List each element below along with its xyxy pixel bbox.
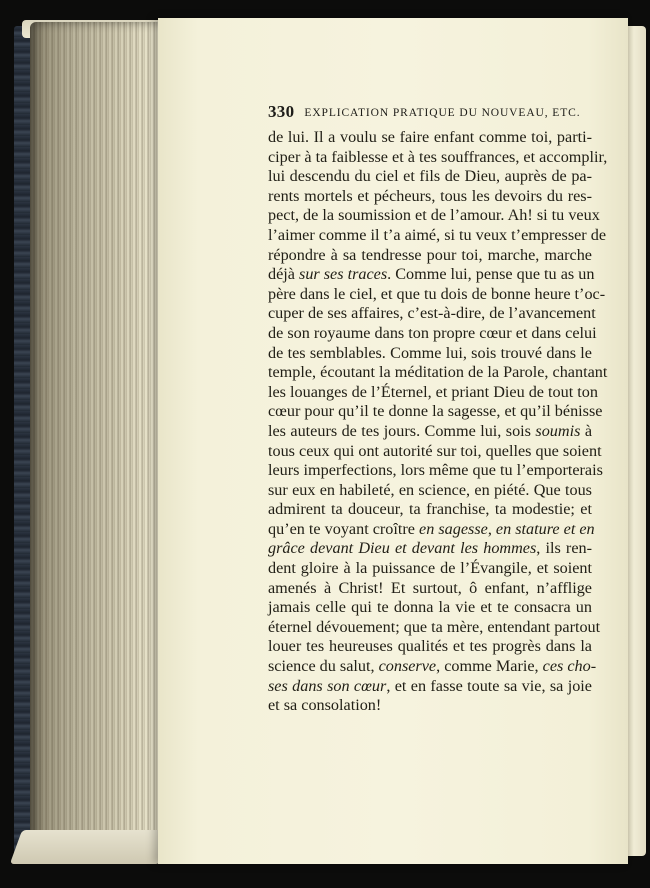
text-line bbox=[268, 598, 592, 618]
italic-text: grâce devant Dieu et devant les hommes bbox=[268, 539, 537, 558]
text-line bbox=[268, 637, 592, 657]
text-run: , ils ren- bbox=[536, 539, 592, 558]
text-line bbox=[268, 422, 592, 442]
text-run: , et en fasse toute sa vie, sa joie bbox=[386, 676, 592, 695]
text-run: science du salut, bbox=[268, 657, 379, 676]
text-run: amenés à Christ! Et surtout, ô enfant, n’afflige bbox=[268, 578, 592, 597]
text-line bbox=[268, 481, 592, 501]
text-run: dent gloire à la puissance de l’Évangile, et soient bbox=[268, 559, 592, 578]
text-line bbox=[268, 323, 597, 344]
text-run: père dans le ciel, et que tu dois de bonne heure t’oc- bbox=[268, 284, 606, 303]
text-line bbox=[268, 519, 595, 540]
text-run: leurs imperfections, lors même que tu l’emporterais bbox=[268, 461, 603, 480]
text-run: ciper à ta faiblesse et à tes souffrances, et accomplir, bbox=[268, 147, 608, 166]
page-header bbox=[268, 102, 598, 128]
text-run: jamais celle qui te donna la vie et te consacra un bbox=[268, 598, 592, 617]
italic-text: ses dans son cœur bbox=[268, 676, 387, 695]
page-stack-edges bbox=[30, 22, 166, 862]
text-run: déjà bbox=[268, 265, 300, 284]
text-run: qu’en te voyant croître bbox=[268, 519, 420, 538]
italic-text: en sagesse bbox=[419, 519, 488, 538]
text-line bbox=[268, 363, 608, 383]
show-through-text bbox=[270, 716, 600, 732]
italic-text: ces cho- bbox=[542, 657, 597, 676]
text-run: les auteurs de tes jours. Comme lui, sois bbox=[268, 421, 536, 440]
facing-page-edge bbox=[626, 26, 646, 856]
text-run: , comme Marie, bbox=[436, 657, 543, 676]
text-line bbox=[268, 559, 592, 579]
text-line bbox=[268, 402, 603, 422]
text-run: pect, de la soumission et de l’amour. Ah! si tu veux bbox=[268, 206, 600, 225]
text-line bbox=[268, 500, 592, 520]
text-run: admirent ta douceur, ta franchise, ta modestie; et bbox=[268, 500, 592, 519]
text-run: répondre à sa tendresse pour toi, marche, marche bbox=[268, 245, 592, 264]
text-line bbox=[268, 657, 597, 677]
text-run: rents mortels et pécheurs, tous les devoirs du res- bbox=[268, 186, 592, 205]
text-line bbox=[268, 441, 602, 462]
text-run: lui descendu du ciel et fils de Dieu, auprès de pa- bbox=[268, 167, 592, 186]
text-line bbox=[268, 677, 592, 697]
text-line bbox=[268, 246, 592, 266]
italic-text: conserve bbox=[378, 657, 437, 676]
page-stack-bottom bbox=[10, 830, 172, 864]
text-run: tous ceux qui ont autorité sur toi, quelles que soient bbox=[268, 441, 602, 460]
text-line bbox=[268, 461, 603, 481]
text-line bbox=[268, 128, 592, 148]
text-run: les louanges de l’Éternel, et priant Dieu de tout ton bbox=[268, 382, 598, 401]
text-run: cuper de ses affaires, c’est-à-dire, de l’avancement bbox=[268, 304, 596, 323]
text-run: de lui. Il a voulu se faire enfant comme toi, parti- bbox=[268, 128, 592, 146]
text-line bbox=[268, 696, 592, 716]
running-head: EXPLICATION PRATIQUE DU NOUVEAU, ETC. bbox=[304, 107, 581, 119]
text-line bbox=[268, 187, 592, 207]
text-run: éternel dévouement; que ta mère, entendant partout bbox=[268, 617, 601, 636]
text-run: temple, écoutant la méditation de la Parole, chantant bbox=[268, 363, 608, 382]
text-run: louer tes heureuses qualités et tes progrès dans la bbox=[268, 637, 592, 656]
text-line bbox=[268, 382, 598, 403]
text-line bbox=[268, 284, 606, 305]
text-run: de tes semblables. Comme lui, sois trouvé dans le bbox=[268, 343, 592, 362]
text-line bbox=[268, 167, 592, 187]
italic-text: sur ses traces bbox=[299, 265, 388, 284]
text-run: cœur pour qu’il te donne la sagesse, et qu’il bénisse bbox=[268, 402, 603, 421]
body-text bbox=[268, 128, 608, 716]
text-run: , bbox=[487, 519, 496, 538]
italic-text: en stature et en bbox=[495, 519, 595, 538]
text-line bbox=[268, 206, 600, 226]
text-run: et sa consolation! bbox=[268, 696, 382, 715]
page-number: 330 bbox=[268, 102, 295, 121]
text-line bbox=[268, 147, 608, 168]
text-run: de son royaume dans ton propre cœur et dans celui bbox=[268, 323, 597, 342]
text-line bbox=[268, 344, 592, 364]
text-line bbox=[268, 304, 596, 324]
text-run: . Comme lui, pense que tu as un bbox=[387, 265, 595, 284]
text-line bbox=[268, 579, 592, 599]
text-line bbox=[268, 617, 601, 638]
text-line bbox=[268, 225, 607, 246]
italic-text: soumis bbox=[535, 421, 581, 440]
text-run: l’aimer comme il t’a aimé, si tu veux t’empresser de bbox=[268, 225, 607, 244]
text-run: à bbox=[580, 421, 593, 440]
text-line bbox=[268, 265, 595, 285]
text-run: sur eux en habileté, en science, en piété. Que tous bbox=[268, 480, 592, 499]
text-line bbox=[268, 539, 592, 559]
